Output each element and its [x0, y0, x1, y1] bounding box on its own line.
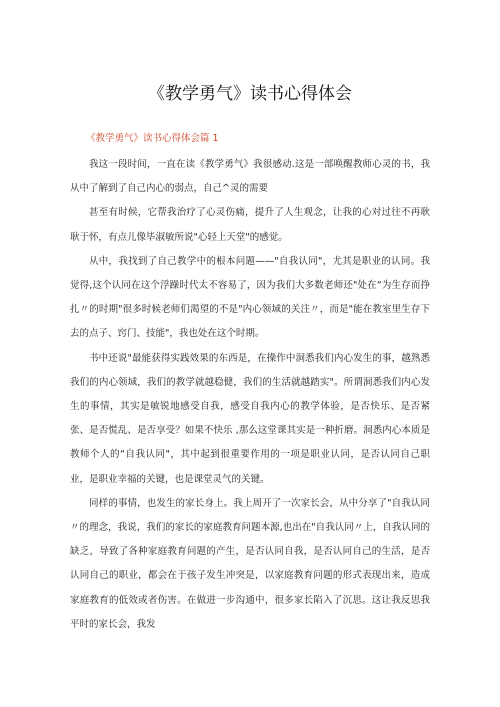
paragraph: 我这一段时间，一直在读《教学勇气》我很感动.这是一部唤醒教师心灵的书，我从中了解到了自己内心的弱点，自己^灵的需要: [70, 159, 430, 195]
paragraph: 从中，我找到了自己教学中的根本问题——"自我认同"，尤其是职业的认同。我觉得,这个认同在这个浮躁时代太不容易了，因为我们大多数老师还"处在“为生存而挣扎〃的时期"很多时候老师们渴望的不是"内心领域的关注〃，而是"能在教室里生存下去的点子、窍门、技能"，我也处在这个时期。: [70, 255, 430, 340]
paragraph: 同样的事情，也发生的家长身上。我上周开了一次家长会，从中分享了"自我认同〃的理念，我说，我们的家长的家庭教育问题本源,也出在"自我认同〃上，自我认同的缺乏，导致了各种家庭教育问题的产生，是否认同自我，是否认同自己的生活，是否认同自己的职业，都会在于孩子发生冲突是，以家庭教育问题的形式表现出来，造成家庭教育的低效或者伤害。在做进一步沟通中，很多家长陷入了沉思。这让我反思我平时的家长会，我发: [70, 497, 430, 630]
section-heading: 《教学勇气》读书心得体会篇 1: [86, 133, 219, 144]
paragraph: 书中还说"最能获得实践效果的东西是，在操作中洞悉我们内心发生的事，越熟悉我们的内心领域，我们的教学就越稳健，我们的生活就越踏实"。所谓洞悉我们内心发生的事情，其实是敏锐地感受自我，感受自我内心的教学体验，是否快乐、是否紧张、是否慌乱、是否享受？如果不快乐 ,那么这堂课其实是一种折磨。洞悉内心本质是教师个人的“自我认同"，其中起到很重要作用的一项是职业认同，是否认同自己职业，是职业幸福的关键，也是课堂灵气的关键。: [70, 352, 430, 485]
document-body: [70, 153, 430, 637]
paragraph: 甚至有时候，它帮我治疗了心灵伤痛，提升了人生观念，让我的心对过往不再耿耿于怀，有点儿像毕淑敏所说"心轻上天堂"的感觉。: [70, 207, 430, 243]
document-title: 《教学勇气》读书心得体会: [148, 84, 352, 104]
